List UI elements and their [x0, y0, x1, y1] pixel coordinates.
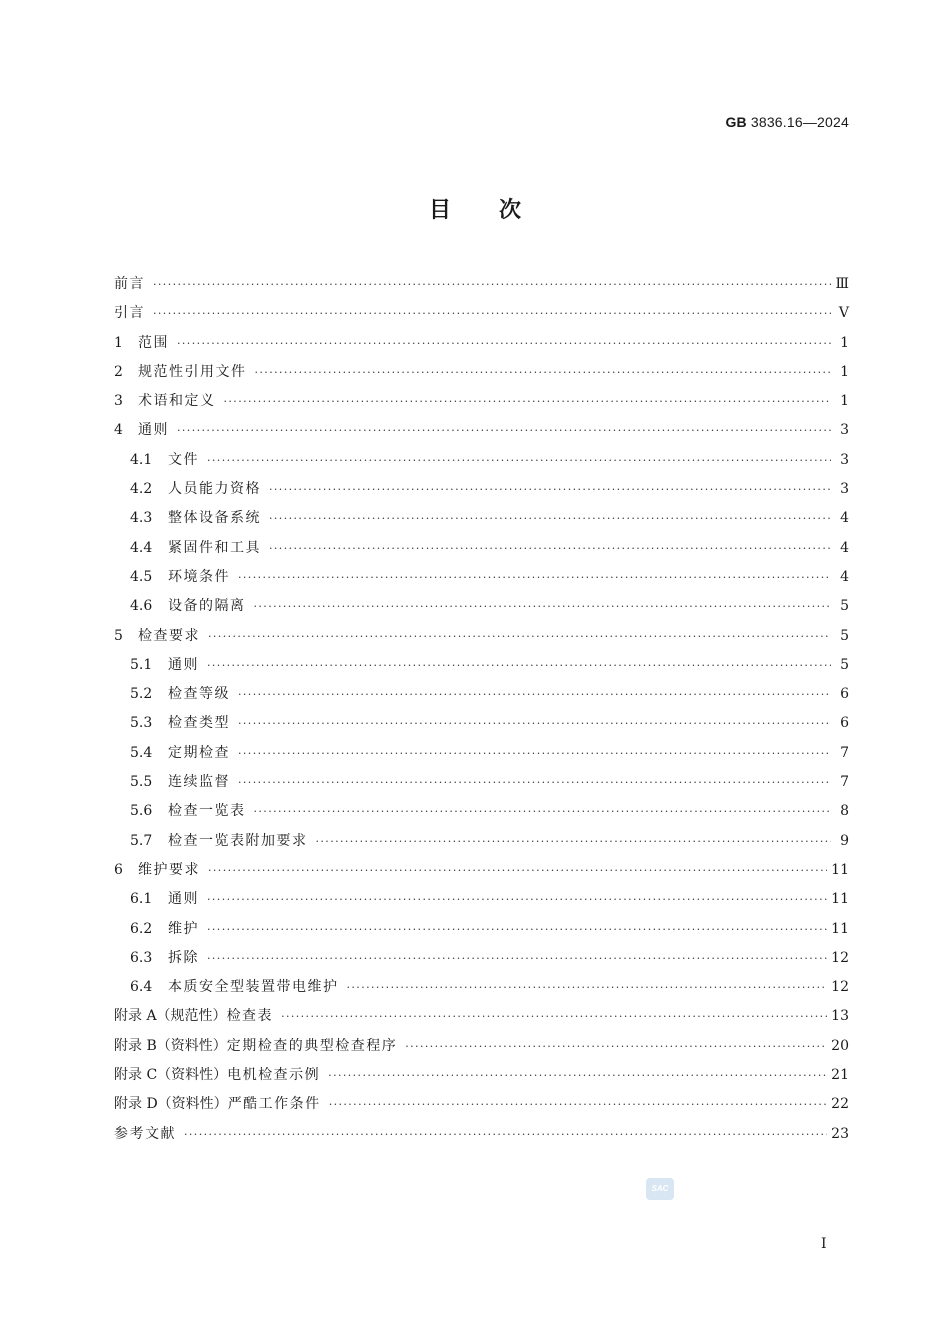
- toc-entry-number: 6.2: [130, 920, 153, 937]
- toc-entry-number: 5.1: [130, 656, 153, 673]
- standard-code: 3836.16—2024: [750, 114, 849, 130]
- toc-entry-number: 5.6: [130, 803, 153, 820]
- toc-entry[interactable]: [114, 827, 849, 856]
- toc-entry-number: 5.5: [130, 774, 153, 791]
- toc-leader-dots: [153, 299, 831, 328]
- toc-entry[interactable]: [114, 1090, 849, 1119]
- toc-entry[interactable]: [114, 270, 849, 299]
- toc-entry[interactable]: [114, 651, 849, 680]
- toc-leader-dots: [269, 504, 831, 533]
- toc-entry[interactable]: [114, 1032, 849, 1061]
- page-title: [0, 193, 950, 224]
- toc-entry-page: 11: [831, 861, 849, 878]
- toc-entry[interactable]: [114, 885, 849, 914]
- table-of-contents: [114, 270, 849, 1149]
- toc-entry-page: 3: [840, 422, 849, 439]
- toc-entry-number: 6.1: [130, 891, 153, 908]
- toc-entry-page: 13: [831, 1008, 849, 1025]
- toc-entry-number: 5: [114, 627, 123, 644]
- toc-entry-label: 术语和定义: [138, 393, 216, 410]
- toc-entry-number: 3: [114, 393, 123, 410]
- toc-leader-dots: [207, 915, 827, 944]
- toc-entry-page: 4: [840, 568, 849, 585]
- toc-entry-label: 引言: [114, 305, 145, 322]
- toc-entry-page: 4: [840, 510, 849, 527]
- toc-leader-dots: [184, 1120, 827, 1149]
- toc-entry-number: 1: [114, 334, 123, 351]
- toc-entry-label: 规范性引用文件: [138, 363, 247, 380]
- toc-entry[interactable]: [114, 446, 849, 475]
- toc-entry-number: 4.1: [130, 451, 153, 468]
- toc-entry-page: 11: [831, 920, 849, 937]
- toc-entry-number: 6.4: [130, 979, 153, 996]
- toc-entry-number: 4.6: [130, 598, 153, 615]
- toc-leader-dots: [177, 329, 831, 358]
- toc-leader-dots: [316, 827, 832, 856]
- toc-entry[interactable]: [114, 1002, 849, 1031]
- toc-entry[interactable]: [114, 973, 849, 1002]
- toc-entry[interactable]: [114, 534, 849, 563]
- toc-entry-page: Ⅲ: [835, 276, 849, 292]
- page-number: Ⅰ: [821, 1236, 827, 1252]
- toc-entry-label: 前言: [114, 276, 145, 292]
- toc-entry-label: 检查表: [226, 1008, 274, 1025]
- toc-entry[interactable]: [114, 944, 849, 973]
- toc-entry-number: 4.4: [130, 539, 153, 556]
- toc-leader-dots: [238, 680, 831, 709]
- toc-entry[interactable]: [114, 563, 849, 592]
- toc-entry-page: 7: [840, 744, 849, 761]
- toc-entry-label: 紧固件和工具: [168, 539, 261, 556]
- toc-leader-dots: [329, 1090, 827, 1119]
- toc-leader-dots: [405, 1032, 827, 1061]
- toc-entry[interactable]: [114, 797, 849, 826]
- toc-entry[interactable]: [114, 1061, 849, 1090]
- toc-entry-label: 检查类型: [168, 715, 230, 732]
- toc-leader-dots: [328, 1061, 827, 1090]
- title-char-1: 目: [428, 198, 451, 223]
- toc-entry-label: 连续监督: [168, 774, 230, 791]
- toc-entry[interactable]: [114, 504, 849, 533]
- toc-entry-number: 附录 C（资料性）: [114, 1067, 228, 1084]
- toc-entry-number: 2: [114, 363, 123, 380]
- toc-entry[interactable]: [114, 299, 849, 328]
- toc-entry-label: 维护要求: [138, 861, 200, 878]
- toc-entry-label: 整体设备系统: [168, 510, 261, 527]
- toc-leader-dots: [207, 651, 831, 680]
- sac-watermark-logo: SAC: [646, 1178, 674, 1200]
- toc-entry-page: Ⅴ: [838, 305, 849, 322]
- toc-leader-dots: [347, 973, 828, 1002]
- toc-leader-dots: [224, 387, 832, 416]
- toc-entry-page: 20: [831, 1037, 849, 1054]
- toc-entry-label: 拆除: [168, 949, 199, 966]
- toc-entry-page: 5: [840, 627, 849, 644]
- toc-entry-number: 5.2: [130, 686, 153, 703]
- toc-entry[interactable]: [114, 329, 849, 358]
- toc-entry-label: 本质安全型装置带电维护: [168, 979, 339, 996]
- toc-entry-number: 附录 D（资料性）: [114, 1096, 228, 1113]
- toc-entry-label: 参考文献: [114, 1125, 176, 1142]
- standard-number: [725, 114, 849, 130]
- toc-entry-label: 环境条件: [168, 568, 230, 585]
- toc-entry[interactable]: [114, 475, 849, 504]
- toc-entry-number: 5.3: [130, 715, 153, 732]
- toc-entry-label: 通则: [138, 422, 169, 439]
- toc-leader-dots: [269, 475, 831, 504]
- toc-entry-number: 5.4: [130, 744, 153, 761]
- toc-entry-page: 1: [840, 363, 849, 380]
- toc-entry-page: 23: [831, 1125, 849, 1142]
- toc-entry-label: 人员能力资格: [168, 481, 261, 498]
- toc-entry-label: 严酷工作条件: [227, 1096, 321, 1113]
- toc-leader-dots: [255, 358, 832, 387]
- toc-entry[interactable]: [114, 739, 849, 768]
- toc-entry-label: 检查要求: [138, 627, 200, 644]
- toc-entry-page: 11: [831, 891, 849, 908]
- toc-entry-number: 4: [114, 422, 123, 439]
- toc-entry-number: 附录 B（资料性）: [114, 1037, 227, 1054]
- toc-entry-label: 电机检查示例: [227, 1067, 321, 1084]
- toc-entry-page: 8: [840, 803, 849, 820]
- toc-entry-label: 设备的隔离: [168, 598, 246, 615]
- toc-entry-number: 4.5: [130, 568, 153, 585]
- toc-entry-number: 5.7: [130, 832, 153, 849]
- toc-leader-dots: [177, 416, 831, 445]
- toc-leader-dots: [238, 768, 831, 797]
- toc-entry[interactable]: [114, 622, 849, 651]
- toc-entry[interactable]: [114, 387, 849, 416]
- toc-entry-page: 3: [840, 481, 849, 498]
- toc-entry-page: 4: [840, 539, 849, 556]
- toc-entry-number: 6.3: [130, 949, 153, 966]
- toc-entry-page: 12: [831, 979, 849, 996]
- toc-leader-dots: [207, 885, 827, 914]
- toc-entry[interactable]: [114, 856, 849, 885]
- toc-entry-page: 12: [831, 949, 849, 966]
- toc-leader-dots: [238, 709, 831, 738]
- toc-entry[interactable]: [114, 768, 849, 797]
- toc-entry-number: 4.2: [130, 481, 153, 498]
- toc-entry-page: 6: [840, 686, 849, 703]
- toc-entry-page: 9: [840, 832, 849, 849]
- toc-entry-number: 4.3: [130, 510, 153, 527]
- toc-entry-page: 6: [840, 715, 849, 732]
- toc-entry-label: 维护: [168, 920, 199, 937]
- toc-entry-page: 1: [840, 393, 849, 410]
- toc-entry[interactable]: [114, 1120, 849, 1149]
- toc-entry-page: 5: [840, 598, 849, 615]
- toc-leader-dots: [281, 1002, 827, 1031]
- toc-leader-dots: [207, 944, 827, 973]
- toc-entry[interactable]: [114, 416, 849, 445]
- toc-entry[interactable]: [114, 915, 849, 944]
- toc-entry[interactable]: [114, 680, 849, 709]
- toc-entry-page: 1: [840, 334, 849, 351]
- toc-entry-page: 21: [831, 1067, 849, 1084]
- toc-leader-dots: [208, 622, 831, 651]
- toc-entry-page: 5: [840, 656, 849, 673]
- toc-entry-number: 附录 A（规范性）: [114, 1008, 227, 1025]
- toc-entry[interactable]: [114, 358, 849, 387]
- toc-leader-dots: [254, 797, 832, 826]
- toc-entry-page: 7: [840, 774, 849, 791]
- toc-entry-label: 通则: [168, 656, 199, 673]
- toc-entry-label: 检查等级: [168, 686, 230, 703]
- toc-leader-dots: [269, 534, 831, 563]
- toc-entry-label: 文件: [168, 451, 199, 468]
- toc-entry[interactable]: [114, 709, 849, 738]
- toc-leader-dots: [238, 563, 831, 592]
- toc-leader-dots: [238, 739, 831, 768]
- toc-entry[interactable]: [114, 592, 849, 621]
- toc-entry-label: 检查一览表附加要求: [168, 832, 308, 849]
- toc-leader-dots: [207, 446, 831, 475]
- toc-leader-dots: [208, 856, 827, 885]
- toc-entry-number: 6: [114, 861, 123, 878]
- toc-entry-label: 检查一览表: [168, 803, 246, 820]
- title-char-2: 次: [499, 198, 522, 223]
- toc-entry-label: 定期检查: [168, 744, 230, 761]
- standard-prefix: GB: [725, 114, 747, 130]
- toc-entry-page: 3: [840, 451, 849, 468]
- toc-leader-dots: [254, 592, 832, 621]
- toc-entry-label: 范围: [138, 334, 169, 351]
- toc-entry-page: 22: [831, 1096, 849, 1113]
- toc-entry-label: 通则: [168, 891, 199, 908]
- toc-entry-label: 定期检查的典型检查程序: [226, 1037, 398, 1054]
- toc-leader-dots: [153, 270, 831, 299]
